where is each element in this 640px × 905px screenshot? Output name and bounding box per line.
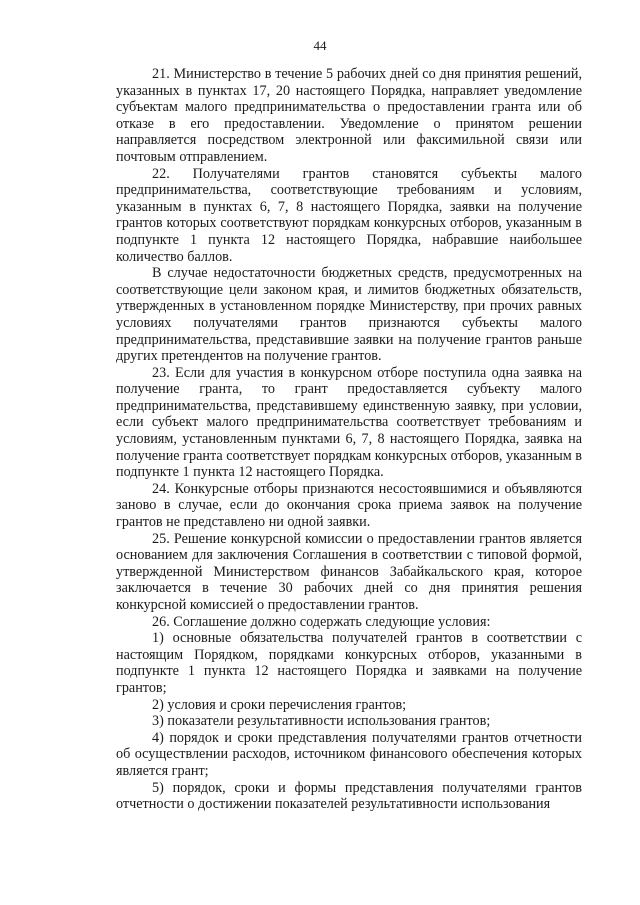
paragraph-23: 23. Если для участия в конкурсном отборе поступила одна заявка на получение гранта, то грант предоставляется субъекту малого предпринимательства, представившему единственную заявку, при условии, если субъект малого предпринимательства соответствует требованиям и условиям, установленным пунктами 6, 7, 8 настоящего Порядка, заявка на получение гранта соответствует порядкам конкурсных отборов, указанным в подпункте 1 пункта 12 настоящего Порядка. [116, 364, 582, 481]
paragraph-24: 24. Конкурсные отборы признаются несостоявшимися и объявляются заново в случае, если до окончания срока приема заявок на получение грантов не представлено ни одной заявки. [116, 480, 582, 531]
list-item-1: 1) основные обязательства получателей грантов в соответствии с настоящим Порядком, порядками конкурсных отборов, указанными в подпункте 1 пункта 12 настоящего Порядка и заявками на получение грантов; [116, 630, 582, 696]
paragraph-22-budget: В случае недостаточности бюджетных средств, предусмотренных на соответствующие цели законом края, и лимитов бюджетных обязательств, утвержденных в установленном порядке Министерству, при прочих равных условиях получателями грантов признаются субъекты малого предпринимательства, представившие заявки на получение грантов раньше других претендентов на получение грантов. [116, 265, 582, 365]
document-body [116, 66, 582, 813]
paragraph-25: 25. Решение конкурсной комиссии о предоставлении грантов является основанием для заключения Соглашения в соответствии с типовой формой, утвержденной Министерством финансов Забайкальского края, которое заключается в течение 30 рабочих дней со дня принятия решения конкурсной комиссией о предоставлении грантов. [116, 530, 582, 613]
page-number: 44 [313, 38, 327, 53]
paragraph-22: 22. Получателями грантов становятся субъекты малого предпринимательства, соответствующие требованиям и условиям, указанным в пунктах 6, 7, 8 настоящего Порядка, заявки на получение грантов которых соответствуют порядкам конкурсных отборов, указанным в подпункте 1 пункта 12 настоящего Порядка, набравшие наибольшее количество баллов. [116, 165, 582, 265]
list-item-4: 4) порядок и сроки представления получателями грантов отчетности об осуществлении расходов, источником финансового обеспечения которых является грант; [116, 729, 582, 779]
paragraph-21: 21. Министерство в течение 5 рабочих дней со дня принятия решений, указанных в пунктах 17, 20 настоящего Порядка, направляет уведомление субъектам малого предпринимательства о предоставлении гранта или об отказе в его предоставлении. Уведомление о принятом решении направляется посредством электронной или факсимильной связи или почтовым отправлением. [116, 66, 582, 165]
list-item-5: 5) порядок, сроки и формы представления получателями грантов отчетности о достижении показателей результативности использования [116, 779, 582, 813]
list-item-3: 3) показатели результативности использования грантов; [152, 713, 491, 730]
list-item-2: 2) условия и сроки перечисления грантов; [152, 696, 407, 713]
paragraph-26: 26. Соглашение должно содержать следующие условия: [152, 613, 491, 630]
